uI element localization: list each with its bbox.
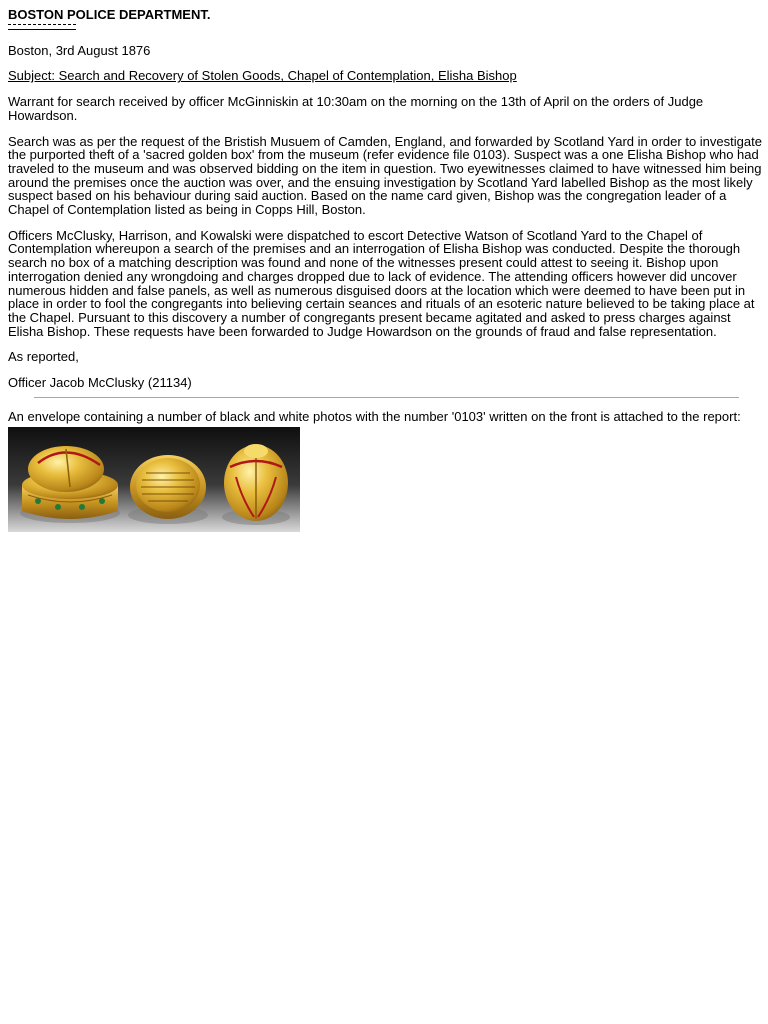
report-paragraph-warrant: Warrant for search received by officer McGinniskin at 10:30am on the morning on the 13th of April on the orders of Judge Howardson.: [8, 94, 704, 123]
subject-line: Subject: Search and Recovery of Stolen Goods, Chapel of Contemplation, Elisha Bishop: [8, 68, 517, 84]
attachment-note: An envelope containing a number of black and white photos with the number '0103' written on the front is attached to the report:: [8, 408, 741, 424]
report-date: Boston, 3rd August 1876: [8, 42, 151, 58]
report-closing: As reported,: [8, 349, 79, 365]
heading-rule: [8, 24, 76, 30]
report-signature: Officer Jacob McClusky (21134): [8, 375, 192, 391]
report-paragraph-search: Search was as per the request of the Bristish Musuem of Camden, England, and forwarded by Scotland Yard in order to investigate the purported theft of a 'sacred golden box' from the museum (refer evidence file 0103). Suspect was a one Elisha Bishop who had traveled to the museum and was observed bidding on the item in question. Two eyewitnesses claimed to have witnessed him being around the premises once the auction was over, and the ensuing investigation by Scotland Yard labelled Bishop as the most likely suspect based on his behaviour during said auction. Based on the name card given, Bishop was the congregation leader of a Chapel of Contemplation listed as being in Copps Hill, Boston.: [8, 133, 762, 218]
report-subject: [8, 69, 763, 83]
department-heading: BOSTON POLICE DEPARTMENT.: [8, 7, 211, 22]
report-paragraph-officers: Officers McClusky, Harrison, and Kowalski were dispatched to escort Detective Watson of Scotland Yard to the Chapel of Contemplation whereupon a search of the premises and an interrogation of Elisha Bishop was conducted. Despite the thorough search no box of a matching description was found and none of the witnesses present could attest to seeing it. Bishop upon interrogation denied any wrongdoing and charges dropped due to lack of evidence. The attending officers however did uncover numerous hidden and false panels, as well as numerous disguised doors at the location which were deemed to have been put in place in order to fool the congregants into believing certain seances and rituals of an esoteric nature believed to be taking place at the Chapel. Pursuant to this discovery a number of congregants present became agitated and asked to press charges against Elisha Bishop. These requests have been forwarded to Judge Howardson on the grounds of fraud and false representation.: [8, 227, 755, 339]
section-divider: [34, 397, 739, 398]
attachment-photo: [8, 427, 300, 532]
